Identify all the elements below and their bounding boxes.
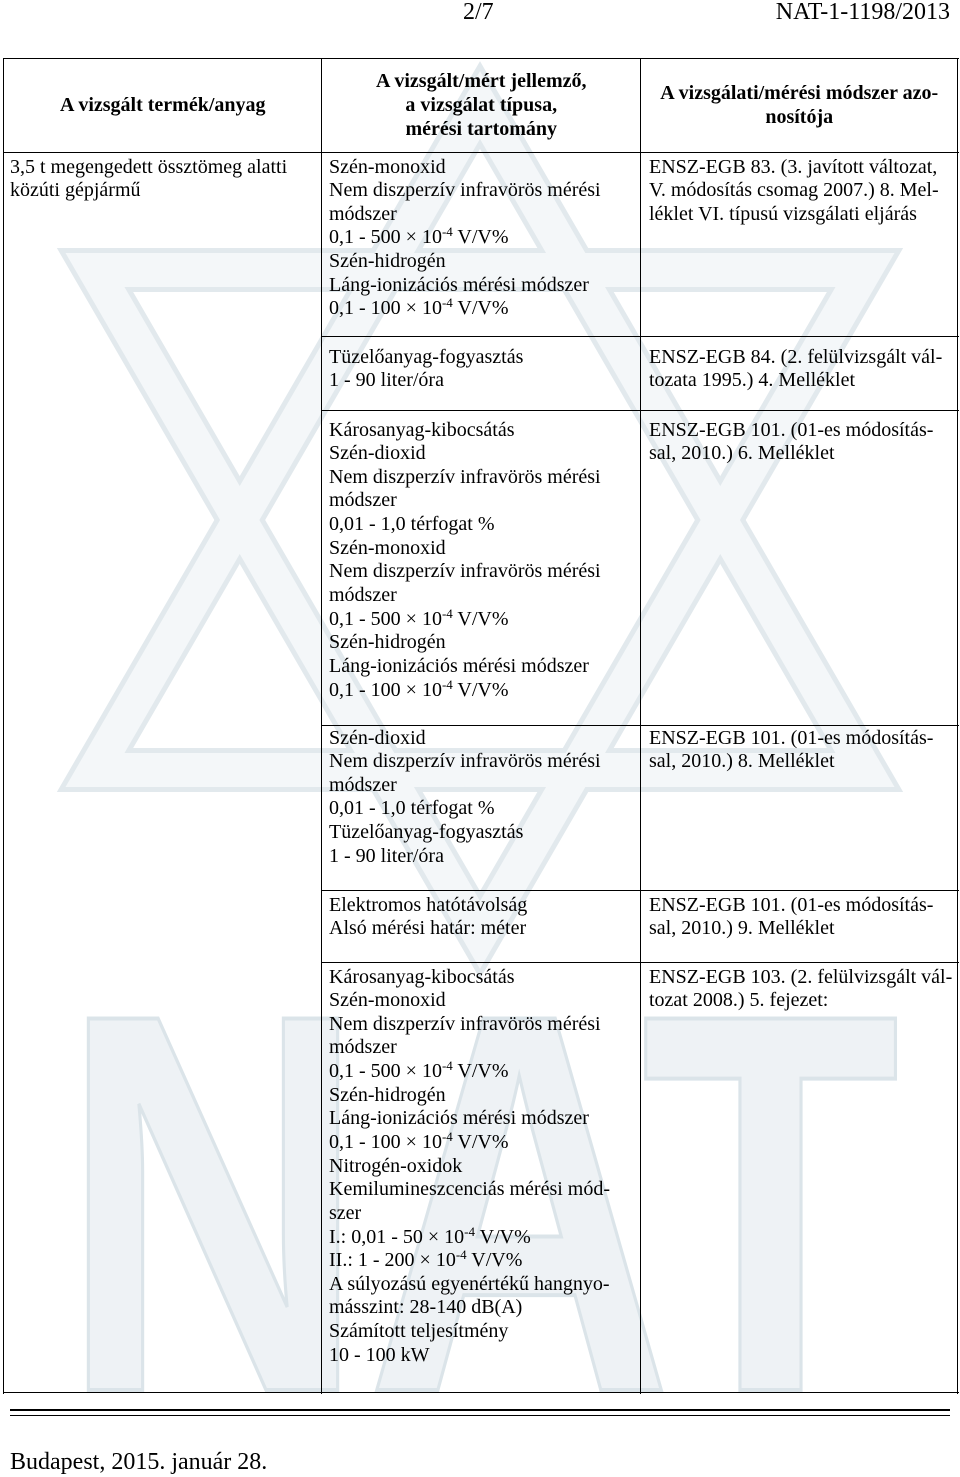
method-line: sal, 2010.) 9. Melléklet (649, 917, 835, 940)
characteristic-line: szer (329, 1201, 362, 1224)
method-cell-row-3 (649, 419, 933, 466)
characteristic-line: Szén-hidrogén (329, 250, 446, 273)
characteristic-line: Nem diszperzív infravörös mérési (329, 465, 601, 488)
footer-place-date: Budapest, 2015. január 28. (10, 1449, 268, 1475)
characteristic-line: Láng-ionizációs mérési módszer (329, 654, 589, 677)
column-header-product (5, 60, 322, 153)
header-bottom-border (3, 152, 959, 153)
column-divider (321, 58, 322, 1394)
characteristic-cell-row-3 (329, 419, 601, 703)
column-header-line: A vizsgált termék/anyag (59, 93, 266, 116)
footer-rule (10, 1409, 950, 1411)
measurement-range: $0,1 - 500 \times 10^{-4}$ V/V% (329, 1057, 509, 1083)
method-line: ENSZ-EGB 103. (2. felülvizsgált vál- (649, 965, 953, 988)
method-cell-row-1 (649, 156, 939, 227)
characteristic-line: Nem diszperzív infravörös mérési (329, 560, 601, 583)
characteristic-line: Számított teljesítmény (329, 1320, 509, 1343)
characteristic-line: Szén-hidrogén (329, 631, 446, 654)
method-cell-row-4 (649, 727, 933, 774)
characteristic-line: módszer (329, 773, 397, 796)
method-line: ENSZ-EGB 84. (2. felülvizsgált vál- (649, 345, 943, 368)
table-left-border (3, 58, 4, 1394)
characteristic-line: módszer (329, 202, 397, 225)
column-header-line: a vizsgálat típusa, (405, 93, 558, 116)
characteristic-line: módszer (329, 489, 397, 512)
characteristic-line: Tüzelőanyag-fogyasztás (329, 345, 524, 368)
column-header-line: nosítója (765, 105, 834, 128)
characteristic-line: Nitrogén-oxidok (329, 1154, 463, 1177)
measurement-range: $0,1 - 100 \times 10^{-4}$ V/V% (329, 295, 509, 320)
measurement-range: $0,1 - 100 \times 10^{-4}$ V/V% (329, 1128, 509, 1153)
characteristic-line: 1 - 90 liter/óra (329, 844, 444, 867)
characteristic-cell-row-4 (329, 727, 601, 869)
method-line: V. módosítás csomag 2007.) 8. Mel- (649, 179, 939, 202)
characteristic-line: Szén-monoxid (329, 989, 446, 1012)
characteristic-line: Kemilumineszcenciás mérési mód- (329, 1178, 611, 1201)
measurement-range: I.: $0,01 - 50 \times 10^{-4}$ V/V% (329, 1223, 531, 1248)
table-bottom-border (3, 1392, 959, 1393)
method-cell-row-2 (649, 346, 942, 393)
characteristic-line: 10 - 100 kW (329, 1343, 430, 1366)
characteristic-line: Károsanyag-kibocsátás (329, 418, 515, 441)
measurement-range: $0,1 - 100 \times 10^{-4}$ V/V% (329, 676, 509, 701)
characteristic-line: 0,01 - 1,0 térfogat % (329, 513, 495, 536)
characteristic-line: Nem diszperzív infravörös mérési (329, 1012, 601, 1035)
footer-rule (10, 1415, 950, 1416)
method-line: ENSZ-EGB 101. (01-es módosítás- (649, 418, 934, 441)
characteristic-line: Láng-ionizációs mérési módszer (329, 1107, 589, 1130)
method-line: tozata 1995.) 4. Melléklet (649, 369, 856, 392)
method-cell-row-6 (649, 966, 952, 1013)
method-cell-row-5 (649, 894, 933, 941)
characteristic-line: Szén-dioxid (329, 726, 426, 749)
product-line: közúti gépjármű (10, 179, 141, 202)
method-line: sal, 2010.) 6. Melléklet (649, 442, 835, 465)
column-header-characteristic (323, 60, 641, 153)
characteristic-cell-row-5 (329, 894, 527, 941)
characteristic-cell-row-6 (329, 966, 610, 1368)
document-id: NAT-1-1198/2013 (775, 0, 950, 25)
characteristic-line: Szén-monoxid (329, 155, 446, 178)
characteristic-line: Alsó mérési határ: méter (329, 917, 527, 940)
characteristic-line: Elektromos hatótávolság (329, 893, 528, 916)
characteristic-line: Károsanyag-kibocsátás (329, 965, 515, 988)
method-line: ENSZ-EGB 101. (01-es módosítás- (649, 726, 934, 749)
characteristic-line: Szén-dioxid (329, 442, 426, 465)
method-line: ENSZ-EGB 83. (3. javított változat, (649, 155, 938, 178)
measurement-range: II.: $1 - 200 \times 10^{-4}$ V/V% (329, 1247, 523, 1272)
measurement-range: $0,1 - 500 \times 10^{-4}$ V/V% (329, 224, 509, 249)
method-line: sal, 2010.) 8. Melléklet (649, 750, 835, 773)
page-number: 2/7 (463, 0, 494, 25)
characteristic-cell-row-2 (329, 346, 523, 393)
product-cell (10, 156, 287, 203)
characteristic-line: 1 - 90 liter/óra (329, 369, 444, 392)
characteristic-line: A súlyozású egyenértékű hangnyo- (329, 1272, 610, 1295)
column-divider (640, 58, 641, 1394)
characteristic-line: módszer (329, 583, 397, 606)
characteristic-line: 0,01 - 1,0 térfogat % (329, 797, 495, 820)
characteristic-line: Láng-ionizációs mérési módszer (329, 273, 589, 296)
method-line: ENSZ-EGB 101. (01-es módosítás- (649, 893, 934, 916)
product-line: 3,5 t megengedett össztömeg alatti (10, 155, 288, 178)
column-header-line: A vizsgált/mért jellemző, (376, 70, 587, 93)
method-line: léklet VI. típusú vizsgálati eljárás (649, 202, 917, 225)
method-line: tozat 2008.) 5. fejezet: (649, 989, 829, 1012)
measurement-range: $0,1 - 500 \times 10^{-4}$ V/V% (329, 605, 509, 630)
characteristic-line: másszint: 28-140 dB(A) (329, 1296, 523, 1319)
watermark-text: NAT (60, 902, 900, 1477)
characteristic-cell-row-1 (329, 156, 601, 321)
characteristic-line: módszer (329, 1036, 397, 1059)
column-header-line: mérési tartomány (405, 117, 558, 140)
characteristic-line: Nem diszperzív infravörös mérési (329, 179, 601, 202)
column-header-method (642, 60, 958, 153)
characteristic-line: Tüzelőanyag-fogyasztás (329, 821, 524, 844)
characteristic-line: Szén-hidrogén (329, 1083, 446, 1106)
table-right-border (957, 58, 958, 1394)
characteristic-line: Nem diszperzív infravörös mérési (329, 750, 601, 773)
column-header-line: A vizsgálati/mérési módszer azo- (660, 82, 939, 105)
characteristic-line: Szén-monoxid (329, 536, 446, 559)
